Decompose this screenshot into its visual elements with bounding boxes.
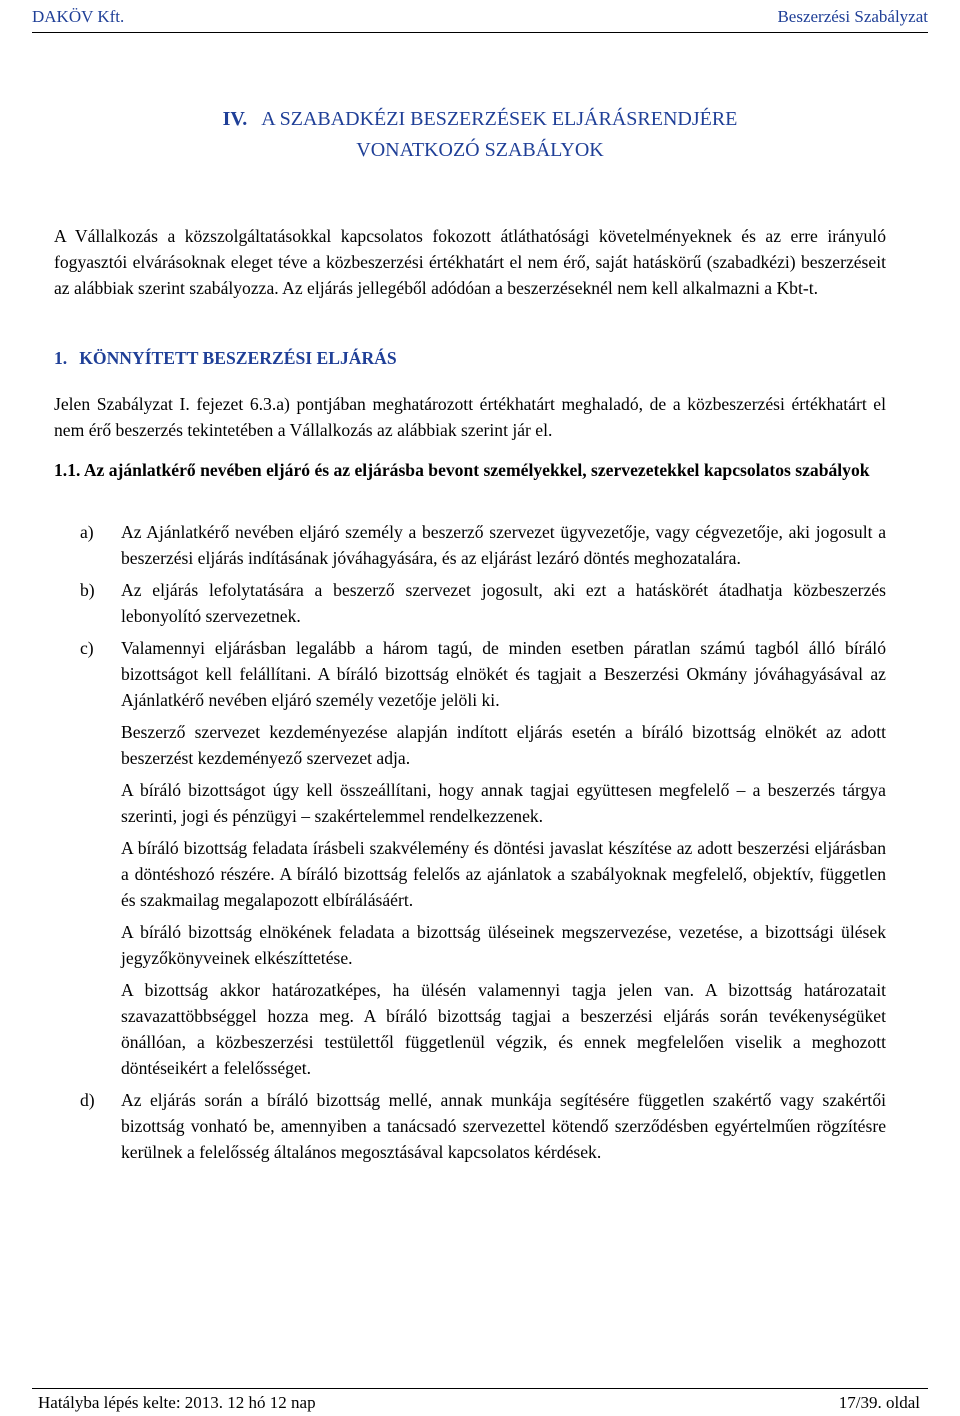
list-item-a (54, 519, 886, 571)
section-paragraph: Jelen Szabályzat I. fejezet 6.3.a) pontjában meghatározott értékhatárt meghaladó, de a közbeszerzési értékhatárt el nem érő beszerzés tekintetében a Vállalkozás az alábbiak szerint jár el. (54, 394, 886, 440)
header-company: DAKÖV Kft. (32, 7, 125, 26)
item-c-paragraph: A bíráló bizottság elnökének feladata a bizottság üléseinek megszervezése, vezetése, a bizottsági ülések jegyzőkönyveinek elkészíttetése. (121, 922, 886, 968)
item-label: b) (80, 580, 95, 600)
main-content (54, 104, 886, 1171)
item-text: Az eljárás lefolytatására a beszerző szervezet jogosult, aki ezt a hatáskörét átadhatja közbeszerzés lebonyolító szervezetnek. (121, 580, 886, 626)
subsection-heading: 1.1. Az ajánlatkérő nevében eljáró és az eljárásba bevont személyekkel, szervezetekkel kapcsolatos szabályok (54, 460, 870, 480)
chapter-title-line1: A SZABADKÉZI BESZERZÉSEK ELJÁRÁSRENDJÉRE (261, 108, 738, 130)
section-heading (54, 345, 886, 371)
page-footer (38, 1390, 920, 1416)
page-number: 17/39. oldal (838, 1393, 920, 1412)
item-label: c) (80, 638, 94, 658)
header-divider (32, 32, 928, 33)
rules-list (54, 519, 886, 1165)
item-label: a) (80, 522, 94, 542)
item-text: Az Ajánlatkérő nevében eljáró személy a beszerző szervezet ügyvezetője, vagy cégvezetője, aki jogosult a beszerzési eljárás indításának jóváhagyására, és az eljárást lezáró döntés meghozatalára. (121, 522, 886, 568)
item-text: Valamennyi eljárásban legalább a három tagú, de minden esetben páratlan számú tagból álló bíráló bizottságot kell felállítani. A bíráló bizottság elnökét és tagjait a Beszerzési Okmány jóváhagyásával az Ajánlatkérő nevében eljáró személy vezetője jelöli ki. (121, 638, 886, 710)
chapter-title-line2: VONATKOZÓ SZABÁLYOK (356, 139, 604, 161)
list-item-b (54, 577, 886, 629)
chapter-number: IV. (222, 108, 248, 130)
section-title: KÖNNYÍTETT BESZERZÉSI ELJÁRÁS (79, 348, 397, 368)
item-c-paragraph: A bíráló bizottságot úgy kell összeállítani, hogy annak tagjai együttesen megfelelő – a beszerzés tárgya szerinti, jogi és pénzügyi – szakértelemmel rendelkezzenek. (121, 780, 886, 826)
item-label: d) (80, 1090, 95, 1110)
item-c-paragraph: Beszerző szervezet kezdeményezése alapján indított eljárás esetén a bíráló bizottság elnökét az adott beszerzést kezdeményező szervezet adja. (121, 722, 886, 768)
page-header (32, 0, 928, 34)
effective-date: Hatályba lépés kelte: 2013. 12 hó 12 nap (38, 1393, 316, 1412)
list-item-c (54, 635, 886, 713)
intro-paragraph: A Vállalkozás a közszolgáltatásokkal kapcsolatos fokozott átláthatósági követelményeknek és az erre irányuló fogyasztói elvárásoknak eleget téve a közbeszerzési értékhatárt el nem érő, saját hatáskörű (szabadkézi) beszerzéseit az alábbiak szerint szabályozza. Az eljárás jellegéből adódóan a beszerzéseknél nem kell alkalmazni a Kbt-t. (54, 226, 886, 298)
item-c-paragraph: A bíráló bizottság feladata írásbeli szakvélemény és döntési javaslat készítése az adott beszerzési eljárásban a döntéshozó részére. A bíráló bizottság felelős az ajánlatok a szabályoknak megfelelő, objektív, független és szakmailag megalapozott elbírálásáért. (121, 838, 886, 910)
chapter-title (74, 104, 886, 166)
header-doc-title: Beszerzési Szabályzat (777, 7, 928, 26)
item-text: Az eljárás során a bíráló bizottság mellé, annak munkája segítésére független szakértő vagy szakértői bizottság vonható be, amennyiben a tanácsadó szervezettel kötendő szerződésben egyértelműen rögzítésre kerülnek a felelősség általános megosztásával kapcsolatos kérdések. (121, 1090, 886, 1162)
footer-divider (32, 1388, 928, 1389)
item-c-paragraph: A bizottság akkor határozatképes, ha ülésén valamennyi tagja jelen van. A bizottság határozatait szavazattöbbséggel hozza meg. A bíráló bizottság tagjai a beszerzési eljárás során tevékenységüket önállóan, a közbeszerzési testülettől függetlenül végzik, és ennek megfelelően viselik a meghozott döntéseikért a felelősséget. (121, 980, 886, 1078)
list-item-d (54, 1087, 886, 1165)
section-number: 1. (54, 348, 68, 368)
